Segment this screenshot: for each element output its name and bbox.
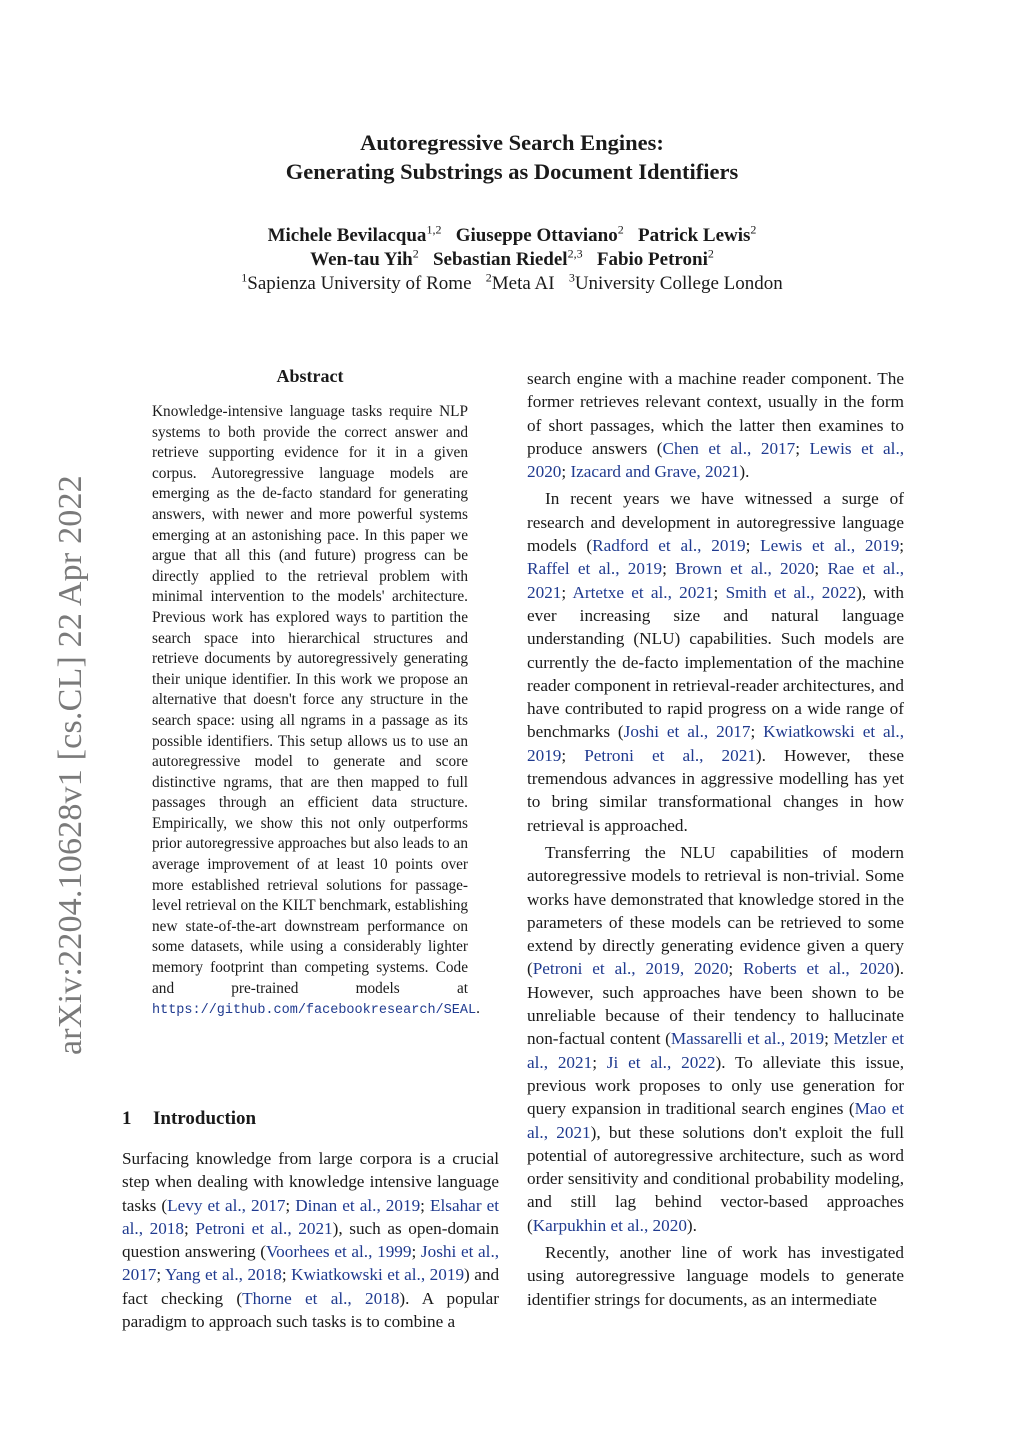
citation-link[interactable]: al., xyxy=(527,1122,548,1142)
citation-link[interactable]: Kwiatkowski xyxy=(291,1265,383,1285)
intro-paragraph: In recent years we have witnessed a surge of research and development in autoregressive language models (Radford et al., 2019; Lewis et al., 2019; Raffel et al., 2019; Brown et al., 2020; Rae et al., 2021; Artetxe et al., 2021; Smith et al., 2022), with ever increasing size and natural language understanding (NLU) capabilities. Such models are currently the de-facto implementation of the machine reader component in retrieval-reader architectures, and have contributed to rapid progress on a wide range of benchmarks (Joshi et al., 2017; Kwiatkowski et al., 2019; Petroni et al., 2021). However, these tremendous advances in aggressive modelling has yet to bring similar transformational changes in how retrieval is approached. xyxy=(527,489,905,835)
title-line-1: Autoregressive Search Engines: xyxy=(360,130,664,155)
citation-link[interactable]: et xyxy=(730,559,743,579)
paper-title xyxy=(0,128,1024,186)
citation-link[interactable]: al., xyxy=(614,959,636,979)
author-line-1 xyxy=(0,224,1024,248)
affiliations xyxy=(0,272,1024,296)
citation-link[interactable] xyxy=(722,559,730,578)
citation-link[interactable]: al., xyxy=(680,536,702,556)
citation-link[interactable]: et xyxy=(862,559,875,579)
citation-link[interactable]: al., xyxy=(883,438,905,458)
citation-link[interactable]: 2018 xyxy=(247,1265,282,1285)
citation-link[interactable]: et xyxy=(628,1052,641,1072)
citation-link[interactable]: al., xyxy=(883,722,904,742)
intro-paragraph: Recently, another line of work has investigated using autoregressive language models to generate identifier strings for documents, as an intermediate xyxy=(527,1242,904,1309)
citation-link[interactable] xyxy=(855,722,863,741)
citation-link[interactable]: 2020 xyxy=(780,559,815,579)
section-heading xyxy=(122,1108,256,1130)
citation-link[interactable]: 2019 xyxy=(711,536,746,556)
citation-link[interactable] xyxy=(703,746,721,765)
section-title: Introduction xyxy=(153,1108,257,1129)
citation-link[interactable]: Radford xyxy=(592,536,649,556)
citation-link[interactable]: Levy xyxy=(167,1195,203,1215)
citation-link[interactable]: 2019 xyxy=(864,536,900,556)
citation-link[interactable]: 2020 xyxy=(652,1215,687,1235)
citation-link[interactable]: et xyxy=(861,438,874,458)
citation-link[interactable]: 2021 xyxy=(721,745,756,765)
citation-link[interactable]: 2021 xyxy=(557,1052,593,1072)
intro-paragraph: Transferring the NLU capabilities of modern autoregressive models to retrieval is non-trivial. Some works have demonstrated that knowledge stored in the parameters of these models can be retrieved to some extend by directly generating evidence given a query (Petroni et al., 2019, 2020; Roberts et al., 2020). However, such approaches have been shown to be unreliable because of their tendency to hallucinate non-factual content (Massarelli et al., 2019; Metzler et al., 2021; Ji et al., 2022). To alleviate this issue, previous work proposes to only use generation for query expansion in traditional search engines (Mao et al., 2021), but these solutions don't exploit the full potential of autoregressive architecture, such as word order sensitivity and conditional probability modeling, and still lag behind vector-based approaches (Karpukhin et al., 2020). xyxy=(527,842,905,1235)
citation-link[interactable] xyxy=(815,583,822,602)
citation-link[interactable] xyxy=(582,959,592,978)
affil-marker: 1 xyxy=(241,270,248,285)
citation-link[interactable] xyxy=(317,1289,330,1308)
abstract-heading: Abstract xyxy=(276,366,344,386)
citation-link[interactable]: et xyxy=(205,1265,218,1285)
citation-link[interactable]: Karpukhin xyxy=(532,1215,607,1235)
citation-link[interactable]: Roberts xyxy=(743,959,797,979)
citation-link[interactable]: al., xyxy=(404,1265,426,1285)
citation-link[interactable]: Grave, xyxy=(654,462,701,482)
citation-link[interactable]: 2019 xyxy=(429,1265,465,1285)
citation-link[interactable]: et xyxy=(708,438,721,458)
author-block xyxy=(0,224,1024,296)
citation-link[interactable] xyxy=(855,536,865,555)
citation-link[interactable]: et xyxy=(806,959,819,979)
citation-link[interactable]: Joshi xyxy=(420,1242,457,1262)
citation-link[interactable]: Petroni xyxy=(584,745,634,765)
citation-link[interactable]: et xyxy=(891,1029,905,1049)
citation-link[interactable]: et xyxy=(387,1265,400,1285)
citation-link[interactable]: Massarelli xyxy=(670,1029,743,1049)
citation-link[interactable]: al., xyxy=(650,1052,672,1072)
citation-link[interactable] xyxy=(590,559,598,578)
intro-paragraph: Surfacing knowledge from large corpora is a crucial step when dealing with knowledge intensive language tasks (Levy et al., 2017; Dinan et al., 2019; Elsahar et al., 2018; Petroni et al., 2021), such as open-domain question answering (Voorhees et al., 1999; Joshi et al., 2017; Yang et al., 2018; Kwiatkowski et al., 2019) and fact checking (Thorne et al., 2018). A popular paradigm to approach such tasks is to combine a xyxy=(122,1149,500,1332)
author-name: Giuseppe Ottaviano xyxy=(455,225,618,246)
citation-link[interactable] xyxy=(850,959,860,978)
abstract-text: Knowledge-intensive language tasks require NLP systems to both provide the correct answer and retrieve supporting evidence for it in a given corpus. Autoregressive language models are emerging as the de-facto standard for generating answers, with newer and more powerful systems emerging at an astonishing pace. In this paper we argue that all this (and future) progress can be directly applied to the retrieval problem with minimal intervention to the models' architecture. Previous work has explored ways to partition the search space into hierarchical structures and retrieve documents by autoregressively generating their unique identifier. In this work we propose an alternative that doesn't force any structure in the search space: using all ngrams in a passage as its possible identifiers. This setup allows us to use an autoregressive model to generate and score distinctive ngrams, that are then mapped to full passages through an efficient data structure. Empirically, we show this not only outperforms prior autoregressive approaches but also leads to an average improvement of at least 10 points over more established retrieval solutions for passage-level retrieval on the KILT benchmark, establishing new state-of-the-art downstream performance on some datasets, while using a considerably lighter memory footprint than competing systems. Code and pre-trained models at xyxy=(152,403,468,997)
citation-link[interactable]: Rae xyxy=(827,559,855,579)
citation-link[interactable] xyxy=(245,1219,252,1238)
citation-link[interactable] xyxy=(620,559,628,578)
citation-link[interactable]: 2017 xyxy=(251,1195,286,1215)
citation-link[interactable] xyxy=(664,746,682,765)
citation-link[interactable]: 2020 xyxy=(527,462,562,482)
citation-link[interactable] xyxy=(701,536,711,555)
citation-link[interactable] xyxy=(648,536,658,555)
code-link[interactable]: https://github.com/facebookresearch/SEAL xyxy=(152,1003,477,1019)
citation-link[interactable]: 2018 xyxy=(365,1288,400,1308)
citation-link[interactable]: al., xyxy=(828,959,850,979)
body-column-left xyxy=(122,1147,499,1333)
citation-link[interactable]: et xyxy=(207,1195,220,1215)
intro-paragraph: search engine with a machine reader component. The former retrieves relevant context, usually in the form of short passages, which the latter then examines to produce answers (Chen et al., 2017; Lewis et al., 2020; Izacard and Grave, 2021). xyxy=(527,369,905,482)
citation-link[interactable] xyxy=(634,746,652,765)
citation-link[interactable]: et xyxy=(610,1215,623,1235)
section-number: 1 xyxy=(122,1108,132,1129)
citation-link[interactable]: al., xyxy=(730,438,752,458)
citation-link[interactable] xyxy=(548,1053,558,1072)
author-affil-marker: 2 xyxy=(617,222,624,237)
citation-link[interactable]: al., xyxy=(627,1215,649,1235)
citation-link[interactable]: et xyxy=(305,1288,318,1308)
citation-link[interactable]: et xyxy=(592,959,605,979)
citation-link[interactable]: 2020 xyxy=(694,959,729,979)
citation-link[interactable] xyxy=(772,559,780,578)
citation-link[interactable]: 2021 xyxy=(705,462,740,482)
citation-link[interactable] xyxy=(671,1053,681,1072)
citation-link[interactable]: al., xyxy=(330,1288,352,1308)
citation-link[interactable]: al., xyxy=(682,745,704,765)
abstract-body xyxy=(152,402,480,1022)
author-name: Fabio Petroni xyxy=(596,249,708,270)
author-affil-marker: 2 xyxy=(412,246,419,261)
citation-link[interactable]: al., xyxy=(650,582,672,602)
citation-link[interactable] xyxy=(548,1123,556,1142)
citation-link[interactable]: Izacard xyxy=(570,462,622,482)
citation-link[interactable]: 2019, xyxy=(645,959,685,979)
author-name: Sebastian Riedel xyxy=(432,249,568,270)
citation-link[interactable] xyxy=(570,559,578,578)
arxiv-stamp: arXiv:2204.10628v1 [cs.CL] 22 Apr 2022 xyxy=(52,475,89,1055)
citation-link[interactable]: et xyxy=(747,1029,760,1049)
citation-link[interactable]: al., xyxy=(834,536,856,556)
citation-link[interactable]: Chen xyxy=(662,438,699,458)
citation-link[interactable]: Lewis xyxy=(760,536,803,556)
citation-link[interactable]: et xyxy=(251,1218,265,1238)
citation-link[interactable]: 2022 xyxy=(681,1052,716,1072)
citation-link[interactable]: 2022 xyxy=(821,582,857,602)
title-line-2: Generating Substrings as Document Identifiers xyxy=(285,159,739,184)
citation-link[interactable]: 1999 xyxy=(377,1242,412,1262)
citation-link[interactable]: al., xyxy=(750,559,772,579)
citation-link[interactable]: Ji xyxy=(606,1052,619,1072)
citation-link[interactable]: Petroni xyxy=(532,959,583,979)
citation-link[interactable]: et xyxy=(342,1195,355,1215)
citation-link[interactable] xyxy=(671,536,681,555)
affil-marker: 2 xyxy=(485,270,492,285)
citation-link[interactable] xyxy=(636,959,646,978)
author-affil-marker: 2 xyxy=(707,246,714,261)
citation-link[interactable]: 2019 xyxy=(527,745,562,765)
citation-link[interactable]: Artetxe xyxy=(572,582,624,602)
author-line-2 xyxy=(0,248,1024,272)
citation-link[interactable]: 2017 xyxy=(760,438,796,458)
citation-link[interactable]: al., xyxy=(224,1195,246,1215)
citation-link[interactable] xyxy=(751,439,761,458)
citation-link[interactable] xyxy=(767,583,774,602)
citation-link[interactable]: et xyxy=(658,536,671,556)
citation-link[interactable]: Metzler xyxy=(833,1029,887,1049)
citation-link[interactable]: et xyxy=(811,536,825,556)
citation-link[interactable]: al., xyxy=(527,1052,548,1072)
affil-marker: 3 xyxy=(568,270,575,285)
citation-link[interactable] xyxy=(802,536,812,555)
citation-link[interactable] xyxy=(875,722,883,741)
citation-link[interactable]: Mao xyxy=(854,1099,887,1119)
author-name: Wen-tau Yih xyxy=(310,249,413,270)
citation-link[interactable]: Yang xyxy=(165,1265,201,1285)
abstract-end: . xyxy=(476,1000,480,1018)
citation-link[interactable]: 2021 xyxy=(527,582,562,602)
citation-link[interactable]: al., xyxy=(221,1265,243,1285)
citation-link[interactable] xyxy=(797,959,807,978)
citation-link[interactable] xyxy=(644,583,651,602)
citation-link[interactable]: 2019 xyxy=(789,1029,825,1049)
citation-link[interactable]: al., xyxy=(687,722,709,742)
citation-link[interactable]: al., xyxy=(270,1218,292,1238)
citation-link[interactable] xyxy=(659,722,667,741)
author-affil-marker: 1,2 xyxy=(426,222,442,237)
citation-link[interactable]: al., xyxy=(122,1218,143,1238)
citation-link[interactable]: et xyxy=(773,582,787,602)
author-name: Michele Bevilacqua xyxy=(267,225,427,246)
citation-link[interactable] xyxy=(824,536,834,555)
affiliation: University College London xyxy=(574,273,783,294)
citation-link[interactable]: al., xyxy=(883,559,905,579)
citation-link[interactable]: et xyxy=(666,722,680,742)
citation-link[interactable]: al., xyxy=(478,1242,500,1262)
citation-link[interactable]: al., xyxy=(351,1242,373,1262)
body-column-right xyxy=(527,367,904,1311)
citation-link[interactable] xyxy=(605,959,615,978)
citation-link[interactable]: 2021 xyxy=(556,1122,591,1142)
citation-link[interactable]: al., xyxy=(598,559,620,579)
citation-link[interactable]: Brown xyxy=(675,559,722,579)
citation-link[interactable]: 2017 xyxy=(122,1265,157,1285)
citation-link[interactable]: Dinan xyxy=(295,1195,338,1215)
citation-link[interactable] xyxy=(852,439,862,458)
citation-link[interactable]: et xyxy=(486,1195,499,1215)
citation-link[interactable]: 2017 xyxy=(716,722,751,742)
citation-link[interactable]: et xyxy=(460,1242,474,1262)
citation-link[interactable] xyxy=(264,1219,271,1238)
author-affil-marker: 2,3 xyxy=(567,246,583,261)
citation-link[interactable]: and xyxy=(625,462,651,482)
citation-link[interactable]: 2020 xyxy=(859,959,894,979)
citation-link[interactable]: 2021 xyxy=(679,582,714,602)
citation-link[interactable] xyxy=(684,959,694,978)
citation-link[interactable]: Lewis xyxy=(809,438,852,458)
citation-link[interactable]: al., xyxy=(764,1029,786,1049)
citation-link[interactable]: Voorhees xyxy=(265,1242,330,1262)
citation-link[interactable]: et xyxy=(862,722,876,742)
citation-link[interactable] xyxy=(819,959,829,978)
citation-link[interactable]: et xyxy=(651,745,665,765)
citation-link[interactable]: et xyxy=(334,1242,347,1262)
citation-link[interactable] xyxy=(352,1289,365,1308)
citation-link[interactable]: Petroni xyxy=(195,1218,246,1238)
citation-link[interactable] xyxy=(699,439,709,458)
citation-link[interactable]: et xyxy=(577,559,591,579)
affiliation: Meta AI xyxy=(491,273,555,294)
citation-link[interactable] xyxy=(875,559,883,578)
citation-link[interactable] xyxy=(143,1219,150,1238)
citation-link[interactable] xyxy=(874,439,884,458)
citation-link[interactable] xyxy=(708,722,716,741)
citation-link[interactable] xyxy=(292,1289,305,1308)
citation-link[interactable] xyxy=(640,1053,650,1072)
affiliation: Sapienza University of Rome xyxy=(247,273,472,294)
author-affil-marker: 2 xyxy=(750,222,757,237)
citation-link[interactable]: al., xyxy=(793,582,815,602)
citation-link[interactable]: et xyxy=(891,1099,905,1119)
citation-link[interactable]: 2018 xyxy=(149,1218,184,1238)
citation-link[interactable]: et xyxy=(631,582,644,602)
citation-link[interactable]: Raffel xyxy=(527,559,570,579)
citation-link[interactable]: Joshi xyxy=(623,722,660,742)
citation-link[interactable]: Thorne xyxy=(242,1288,292,1308)
citation-link[interactable] xyxy=(786,583,793,602)
citation-link[interactable]: al., xyxy=(359,1195,381,1215)
citation-link[interactable]: Elsahar xyxy=(430,1195,482,1215)
citation-link[interactable]: 2021 xyxy=(298,1218,333,1238)
citation-link[interactable]: Smith xyxy=(725,582,767,602)
citation-link[interactable] xyxy=(743,559,751,578)
citation-link[interactable] xyxy=(618,1053,628,1072)
author-name: Patrick Lewis xyxy=(638,225,751,246)
citation-link[interactable] xyxy=(721,439,731,458)
citation-link[interactable]: 2019 xyxy=(627,559,663,579)
citation-link[interactable]: Kwiatkowski xyxy=(763,722,855,742)
citation-link[interactable]: 2019 xyxy=(385,1195,421,1215)
